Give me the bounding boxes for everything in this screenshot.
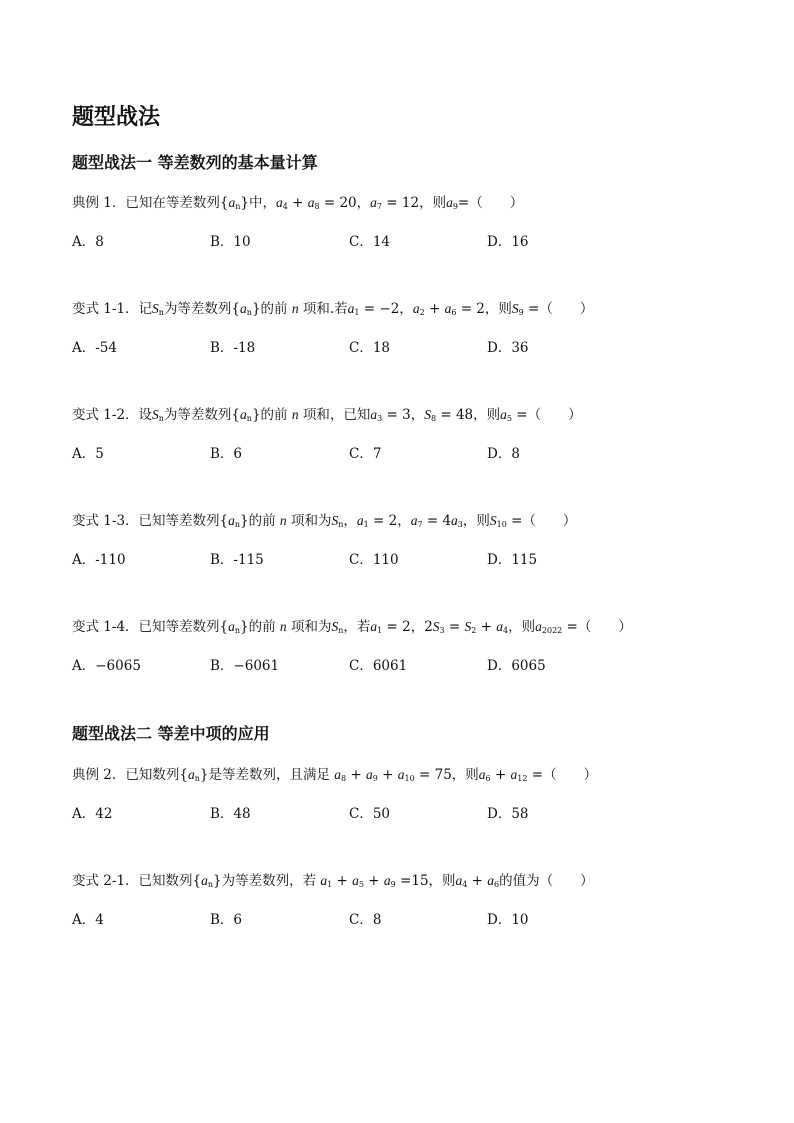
problem-2-1 <box>72 763 597 783</box>
option-b: B．6 <box>210 912 243 928</box>
section-heading-2: 题型战法二 等差中项的应用 <box>72 724 270 743</box>
option-b: B．−6061 <box>210 658 280 674</box>
problem-text: 已知数列$\{a_n\}$为等差数列，若 $a_1 + a_5 + a_9 =15$，则$a_4 + a_6$的值为（ ） <box>138 873 594 889</box>
option-c: C．50 <box>349 806 391 822</box>
problem-1-4 <box>72 509 576 529</box>
option-b: B．-115 <box>210 552 264 568</box>
problem-text: 已知等差数列$\{a_n\}$的前 n 项和为$S_n$，$a_1 = 2$，$a_7 = 4a_3$，则$S_{10}$ =（ ） <box>138 513 577 529</box>
problem-text: 已知在等差数列$\{a_n\}$中，$a_4 + a_8 = 20$，$a_7 = 12$，则$a_9=$（ ） <box>125 195 524 211</box>
problem-text: 已知等差数列$\{a_n\}$的前 n 项和为$S_n$，若$a_1 = 2$，$2S_3 = S_2 + a_4$，则$a_{2022}$ =（ ） <box>138 619 632 635</box>
option-c: C．14 <box>349 234 391 250</box>
option-d: D．115 <box>487 552 538 568</box>
option-a: A．5 <box>72 446 104 462</box>
option-c: C．7 <box>349 446 382 462</box>
option-a: A．8 <box>72 234 104 250</box>
option-c: C．110 <box>349 552 399 568</box>
option-b: B．6 <box>210 446 243 462</box>
section-heading-1: 题型战法一 等差数列的基本量计算 <box>72 153 318 172</box>
problem-text: 已知数列$\{a_n\}$是等差数列，且满足 $a_8 + a_9 + a_{10} = 75$，则$a_6 + a_{12}$ =（ ） <box>125 767 598 783</box>
problem-label: 典例 1． <box>72 195 126 211</box>
option-d: D．8 <box>487 446 520 462</box>
problem-label: 变式 1-3． <box>72 513 139 529</box>
option-d: D．6065 <box>487 658 546 674</box>
problem-label: 变式 1-1． <box>72 301 139 317</box>
option-d: D．10 <box>487 912 529 928</box>
option-d: D．58 <box>487 806 529 822</box>
option-a: A．-54 <box>72 340 117 356</box>
option-c: C．8 <box>349 912 382 928</box>
option-a: A．4 <box>72 912 104 928</box>
option-b: B．-18 <box>210 340 256 356</box>
option-d: D．36 <box>487 340 529 356</box>
option-b: B．10 <box>210 234 251 250</box>
problem-label: 变式 1-2． <box>72 407 139 423</box>
problem-1-5 <box>72 615 632 635</box>
problem-1-2 <box>72 297 593 317</box>
option-a: A．-110 <box>72 552 126 568</box>
option-c: C．18 <box>349 340 391 356</box>
problem-text: 记$S_n$为等差数列$\{a_n\}$的前 n 项和.若$a_1 = -2$，$a_2 + a_6 = 2$，则$S_9$ =（ ） <box>138 301 594 317</box>
option-d: D．16 <box>487 234 529 250</box>
option-b: B．48 <box>210 806 251 822</box>
problem-label: 变式 2-1． <box>72 873 139 889</box>
option-a: A．−6065 <box>72 658 141 674</box>
option-a: A．42 <box>72 806 113 822</box>
problem-text: 设$S_n$为等差数列$\{a_n\}$的前 n 项和，已知$a_3 = 3$，$S_8 = 48$，则$a_5$ =（ ） <box>138 407 582 423</box>
problem-2-2 <box>72 869 594 889</box>
problem-1-3 <box>72 403 582 423</box>
problem-1-1 <box>72 191 523 211</box>
page-title: 题型战法 <box>72 105 161 130</box>
option-c: C．6061 <box>349 658 408 674</box>
problem-label: 变式 1-4． <box>72 619 139 635</box>
problem-label: 典例 2． <box>72 767 126 783</box>
